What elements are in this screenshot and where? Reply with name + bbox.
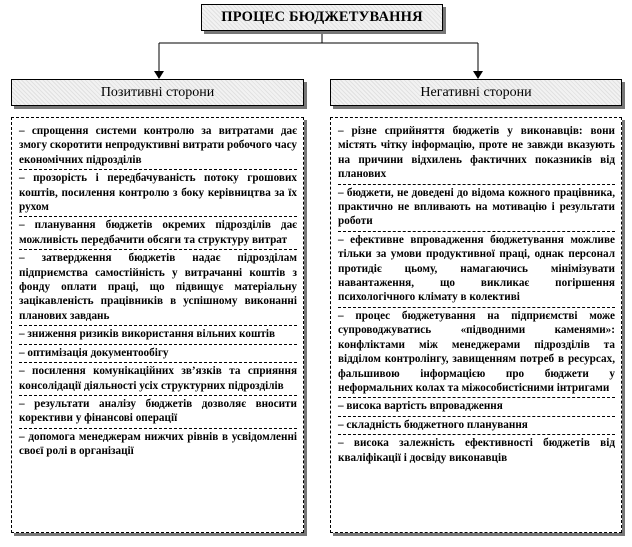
negative-item: – складність бюджетного планування: [338, 417, 615, 435]
negative-item: – висока вартість впровадження: [338, 398, 615, 416]
negative-item: – ефективне впровадження бюджетування можливе тільки за умови продуктивної праці, однак персонал протидіє цьому, намагаючись мінімізувати навантаження, що викликає погіршення психологічного клімату в колективі: [338, 232, 615, 308]
positive-item: – допомога менеджерам нижчих рівнів в усвідомленні своєї ролі в організації: [19, 430, 297, 458]
arrow-left-icon: [154, 71, 164, 79]
negative-item: – бюджети, не доведені до відома кожного працівника, практично не впливають на мотивацію і результати роботи: [338, 185, 615, 232]
positive-item: – затвердження бюджетів надає підрозділам підприємства самостійність у витрачанні коштів з фонду оплати праці, що підвищує матеріальну зацікавленість працівників в успішному виконанні планових завдань: [19, 250, 297, 326]
positive-item: – результати аналізу бюджетів дозволяє вносити корективи у фінансові операції: [19, 396, 297, 429]
positive-item: – зниження ризиків використання вільних коштів: [19, 326, 297, 344]
negative-item: – висока залежність ефективності бюджетів від кваліфікації і досвіду виконавців: [338, 437, 615, 464]
negative-item: – різне сприйняття бюджетів у виконавців: вони містять чітку інформацію, проте не завжди вказують на причини відхилень фактичних показників від планових: [338, 123, 615, 185]
negative-header: Негативні сторони: [330, 79, 622, 106]
negative-list-box: [330, 117, 622, 533]
positive-item: – посилення комунікаційних зв’язків та сприяння консолідації діяльності усіх структурних підрозділів: [19, 363, 297, 396]
positive-list: [19, 123, 297, 461]
diagram-title: ПРОЦЕС БЮДЖЕТУВАННЯ: [201, 4, 443, 31]
negative-list: [338, 123, 615, 467]
positive-item: – прозорість і передбачуваність потоку грошових коштів, посилення контролю з боку керівництва за їх рухом: [19, 170, 297, 217]
positive-list-box: [11, 117, 304, 533]
positive-item: – спрощення системи контролю за витратами дає змогу скоротити непродуктивні витрати робочого часу економічних підрозділів: [19, 123, 297, 170]
positive-item: – оптимізація документообігу: [19, 345, 297, 363]
positive-header: Позитивні сторони: [11, 79, 304, 106]
negative-item: – процес бюджетування на підприємстві може супроводжуватись «підводними каменями»: конфліктами між менеджерами підрозділів та відділом контролінгу, завищенням потреб в ресурсах, фальшивою інформацією про бюджети у неформальних колах та міжособистісними інтригами: [338, 308, 615, 398]
positive-item: – планування бюджетів окремих підрозділів дає можливість передбачити обсяги та структуру витрат: [19, 217, 297, 250]
arrow-right-icon: [473, 71, 483, 79]
